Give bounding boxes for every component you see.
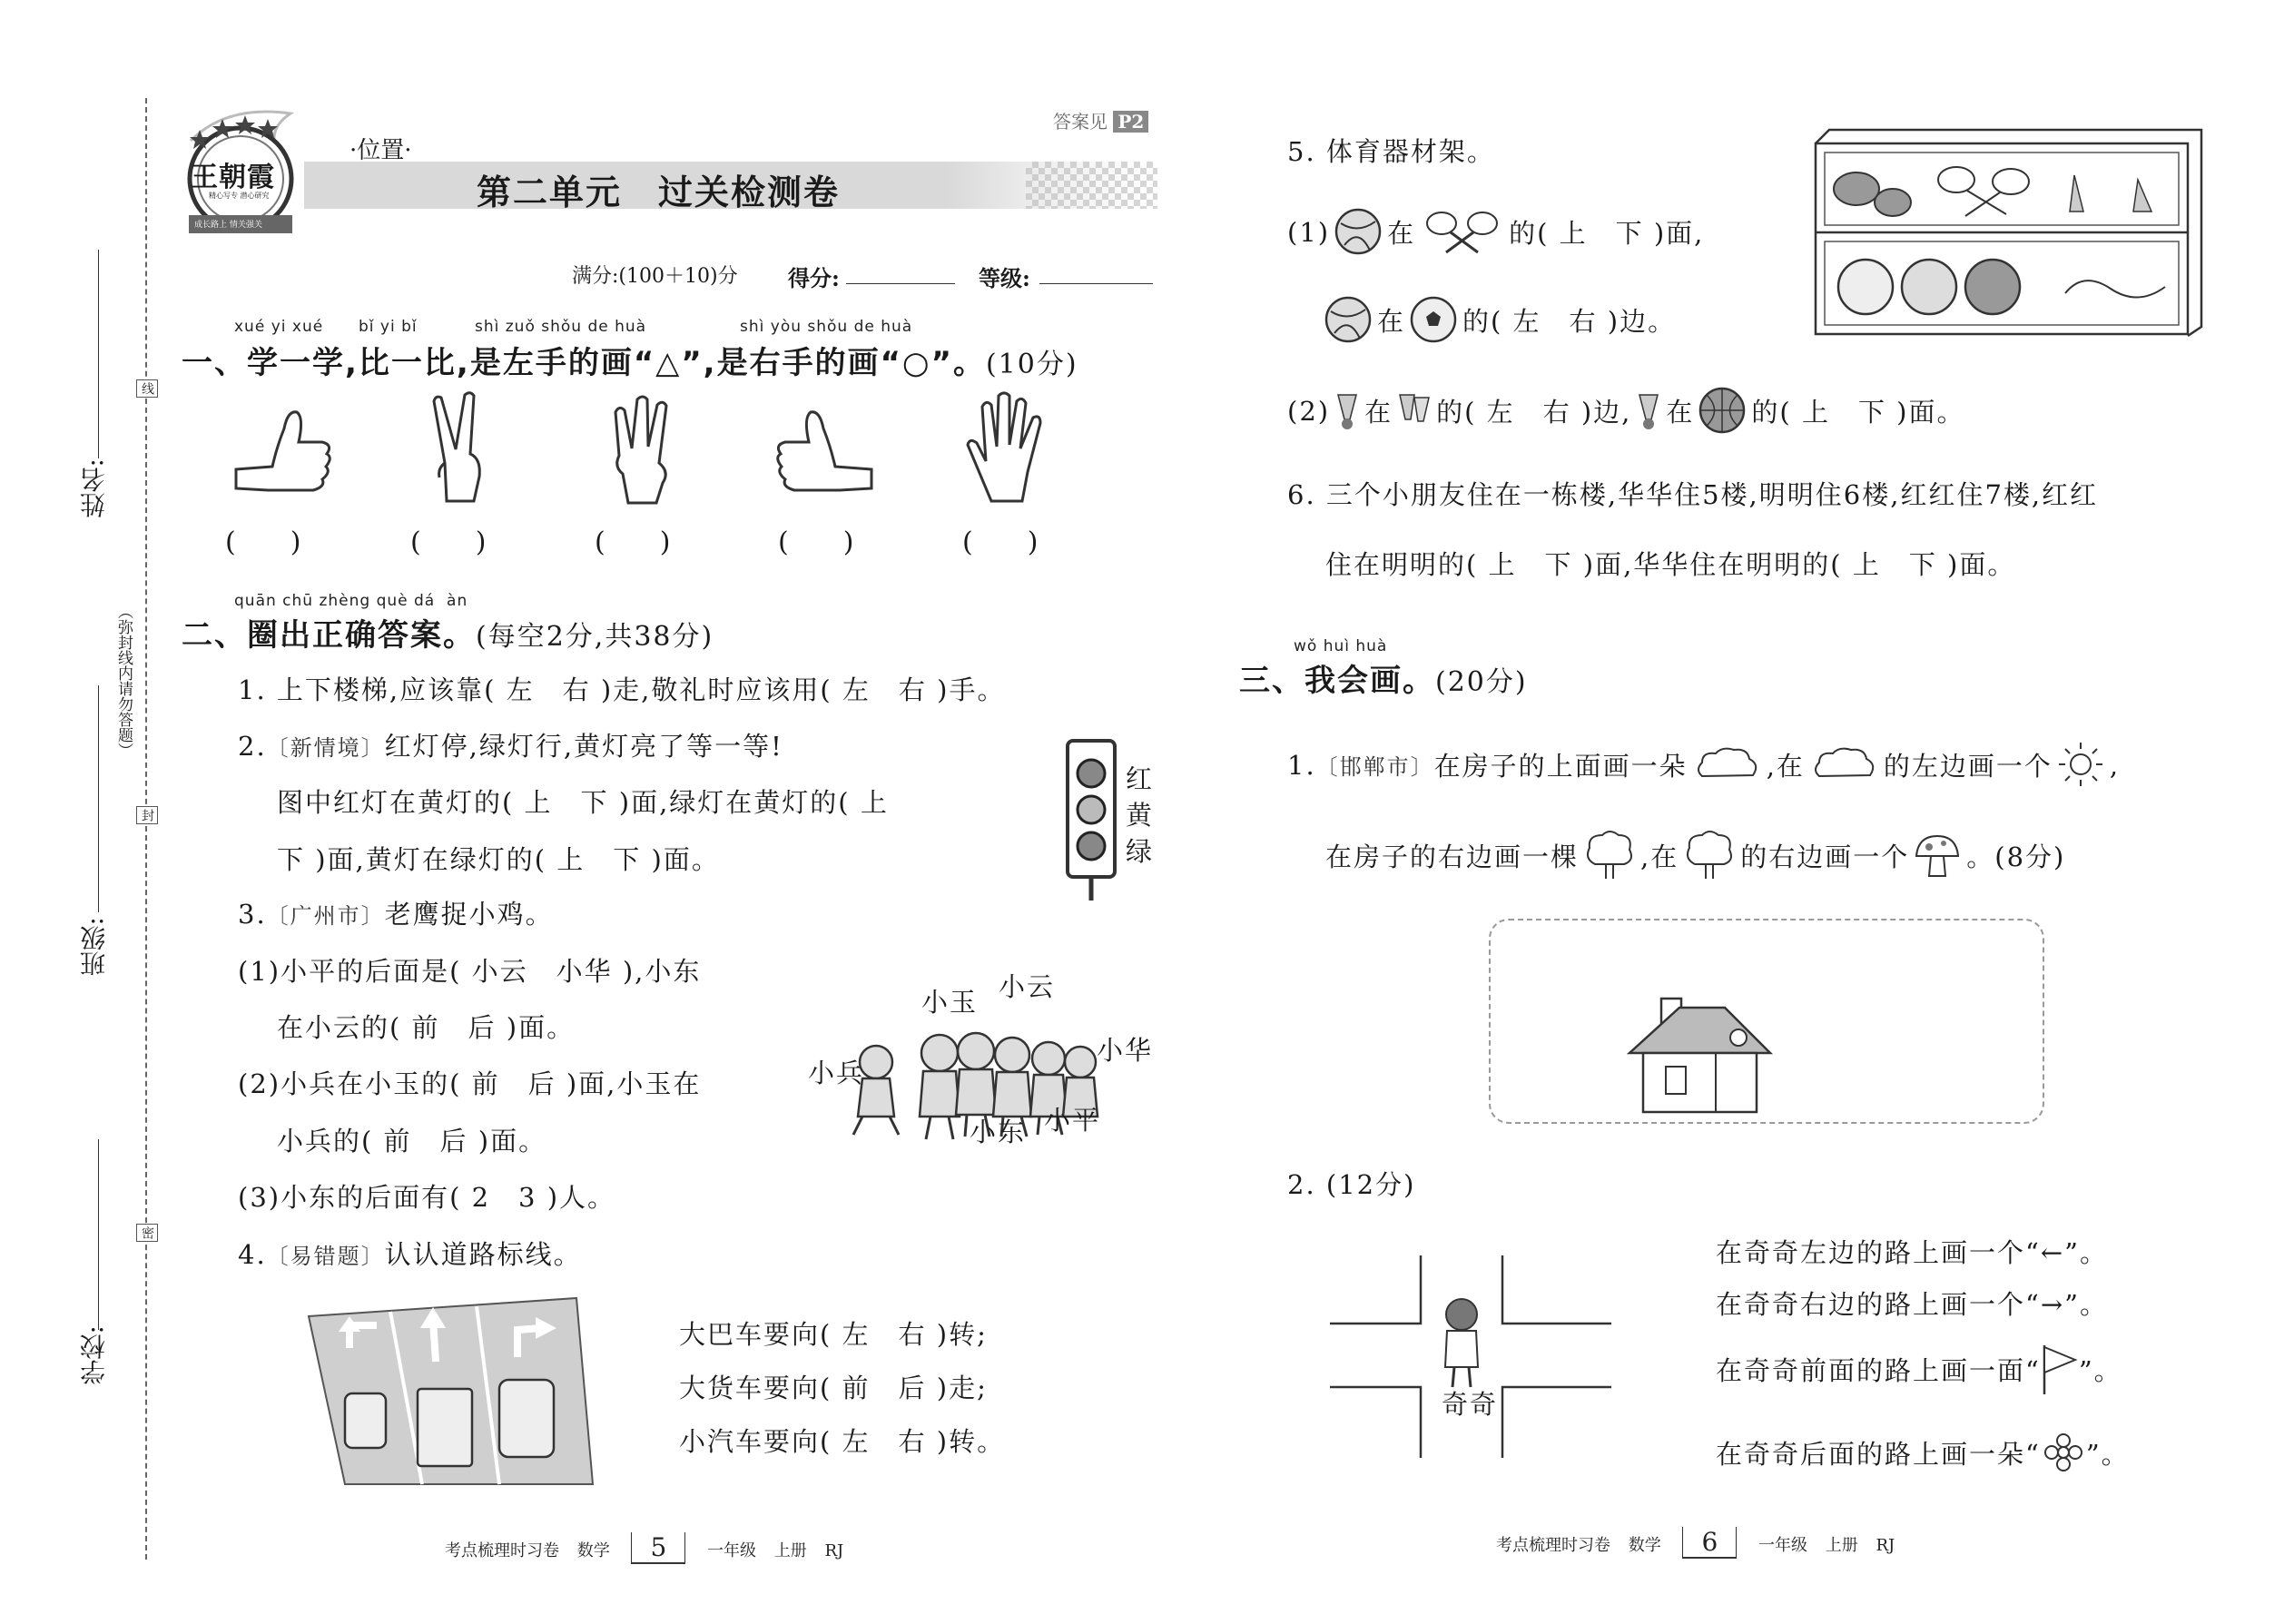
kid-xiaoyu: 小玉 [921,987,979,1018]
r-q5-1b-post: 的( 左 右 )边。 [1462,306,1677,337]
r-d1-num: 1. [1287,749,1316,781]
s2-q2-num: 2. [238,731,267,762]
r-q6b: 住在明明的( 上 下 )面,华华住在明明的( 上 下 )面。 [1325,549,2016,580]
r-q5-2-post1: 的( 左 右 )边, [1436,397,1632,428]
hand-three [606,392,679,509]
footer-left-page: 5 [631,1532,685,1564]
cloud-icon-2 [1810,744,1878,785]
r-q5-2-mid1: 在 [1364,397,1393,428]
tree-icon [1582,828,1637,882]
r-d1-l2c: 的右边画一个 [1740,841,1910,872]
r-d1-l2b: ,在 [1640,841,1679,872]
grade-field[interactable] [1039,283,1153,284]
footer-right-grade: 一年级 [1758,1536,1808,1555]
section3-points: (20分) [1435,666,1528,698]
class-label: 班级: [79,917,109,977]
r-d2-l4a: 在奇奇后面的路上画一朵“ [1716,1439,2041,1470]
kid-xiaoping: 小平 [1044,1105,1101,1136]
logo-sub2: 成长路上 情关强关 [194,221,262,230]
shuttlecocks-icon [1396,390,1433,431]
r-q5-1a-pre: (1) [1287,216,1331,248]
s2-q3-1a: (1)小平的后面是( 小云 小华 ),小东 [238,956,702,987]
house-illustration [1625,994,1779,1120]
hand-thumb-left [231,392,336,505]
name-label: 姓名: [79,458,109,518]
thumb-right-hand-icon [772,392,876,501]
r-d1-c: ,在 [1766,751,1805,782]
grade-label: 等级: [979,265,1030,291]
s2-q3-tag: 〔广州市〕 [266,903,385,929]
traffic-light [1064,737,1118,904]
thumb-left-hand-icon [231,392,336,501]
s2-q3-num: 3. [238,899,267,930]
school-underline [98,1139,99,1330]
seal-line [145,98,147,1560]
r-d1-line2 [1325,828,2065,882]
s2-q3 [238,894,554,931]
footer-left [445,1532,843,1562]
s2-q4-tag: 〔易错题〕 [266,1244,385,1269]
score-label: 得分: [788,265,840,291]
sports-rack-icon [1811,125,2206,343]
r-q5-2-pre: (2) [1287,395,1331,427]
footer-left-series: 考点梳理时习卷 [445,1541,559,1560]
r-q5: 5. 体育器材架。 [1287,136,1495,167]
footer-right-subject: 数学 [1628,1536,1661,1555]
footer-right-series: 考点梳理时习卷 [1496,1536,1610,1555]
road-markings-icon [304,1294,595,1489]
r-q5-2-mid2: 在 [1666,397,1695,428]
subject-tag: ·位置· [350,137,412,164]
s1-pinyin-4: shì yòu shǒu de huà [740,318,913,336]
seal-note: （弥封线内请勿答题） [114,604,133,758]
s2-q3-2a: (2)小兵在小玉的( 前 后 )面,小玉在 [238,1068,702,1099]
class-underline [98,685,99,912]
s2-q3-3: (3)小东的后面有( 2 3 )人。 [238,1182,616,1213]
s1-pinyin-2: bǐ yi bǐ [359,318,418,336]
section3-title [1239,655,1528,700]
kid-xiaodong: 小东 [970,1117,1027,1147]
r-q5-2-post2: 的( 上 下 )面。 [1751,397,1965,428]
section2-points: (每空2分,共38分) [476,621,714,653]
kid-xiaobing: 小兵 [808,1058,865,1088]
hand-peace [427,390,490,507]
s1-blank-1[interactable]: ( ) [225,527,301,558]
s1-blank-5[interactable]: ( ) [962,527,1039,558]
section1-title [182,338,1078,382]
r-d2-l2: 在奇奇右边的路上画一个“→”。 [1716,1289,2108,1320]
s2-q2-tag: 〔新情境〕 [266,735,385,761]
section1-title-text: 一、学一学,比一比,是左手的画“△”,是右手的画“○”。 [182,345,986,381]
seal-char-line: 线 [136,379,158,398]
s2-q2 [238,726,783,763]
r-d1-l2a: 在房子的右边画一棵 [1325,841,1580,872]
road-illustration [304,1294,595,1492]
flower-icon [2041,1432,2086,1473]
r-d2-l3b: ”。 [2078,1354,2122,1386]
light-label-red: 红 [1126,763,1155,794]
s2-q3-text: 老鹰捉小鸡。 [384,899,554,930]
crossroad-illustration [1325,1251,1616,1465]
s2-q4-l2: 大货车要向( 前 后 )走; [679,1373,988,1403]
open-hand-icon [962,390,1049,504]
r-d2-l3 [1716,1342,2122,1396]
section3-title-text: 三、我会画。 [1239,663,1435,699]
s1-blank-4[interactable]: ( ) [778,527,854,558]
s1-pinyin-3: shì zuǒ shǒu de huà [475,318,647,336]
traffic-light-icon [1064,737,1118,901]
sun-icon [2056,740,2106,790]
answer-ref [1053,107,1148,133]
crossroad-icon [1325,1251,1616,1462]
qiqi-label: 奇奇 [1442,1389,1499,1420]
r-d2-l4 [1716,1432,2130,1473]
section2-title-text: 二、圈出正确答案。 [182,617,476,654]
footer-left-edition: RJ [824,1541,844,1560]
s2-q4-l1: 大巴车要向( 左 右 )转; [679,1319,988,1350]
section1-points: (10分) [985,349,1078,380]
volleyball-icon [1334,207,1383,257]
r-d1-e: , [2109,749,2121,781]
footer-right-term: 上册 [1825,1536,1858,1555]
s2-q1: 1. 上下楼梯,应该靠( 左 右 )走,敬礼时应该用( 左 右 )手。 [238,674,1006,705]
r-q5-2 [1287,386,1965,436]
r-d1-b: 在房子的上面画一朵 [1433,751,1688,782]
s1-blank-3[interactable]: ( ) [595,527,671,558]
house-icon [1625,994,1779,1117]
seal-char-secret: 密 [136,1224,158,1242]
hand-open [962,390,1049,507]
footer-left-grade: 一年级 [707,1541,757,1560]
s2-q3-2b: 小兵的( 前 后 )面。 [277,1126,547,1156]
rackets-icon [1419,207,1505,257]
light-label-yellow: 黄 [1126,800,1155,831]
s2-q4-text: 认认道路标线。 [384,1239,582,1270]
s2-pinyin: quān chū zhèng què dá àn [234,592,468,610]
light-label-green: 绿 [1126,836,1155,867]
volleyball-icon-2 [1324,295,1373,345]
s3-pinyin: wǒ huì huà [1294,637,1388,655]
r-q6a: 6. 三个小朋友住在一栋楼,华华住5楼,明明住6楼,红红住7楼,红红 [1287,479,2099,510]
r-d1-tag: 〔邯郸市〕 [1315,754,1434,780]
name-underline [98,250,99,458]
kid-xiaoyun: 小云 [999,971,1056,1002]
footer-right-edition: RJ [1876,1536,1895,1555]
logo-text: 王朝霞 [191,162,275,193]
footer-left-subject: 数学 [576,1541,610,1560]
r-q5-1a [1287,207,1704,257]
r-d2: 2. (12分) [1287,1169,1416,1200]
s2-q3-1b: 在小云的( 前 后 )面。 [277,1012,576,1043]
r-d2-l4b: ”。 [2085,1439,2130,1470]
basketball-icon [1698,386,1748,436]
s2-q4-l3: 小汽车要向( 左 右 )转。 [679,1426,1006,1457]
peace-hand-icon [427,390,490,504]
tree-icon-2 [1682,828,1737,882]
footer-right [1496,1527,1895,1557]
r-q5-1b-mid: 在 [1377,306,1406,337]
seal-char-seal: 封 [136,806,158,824]
flag-icon [2041,1342,2079,1396]
logo-sub1: 精心写专 潜心研究 [209,192,270,200]
r-d2-l3a: 在奇奇前面的路上画一面“ [1716,1354,2041,1386]
r-d2-l1: 在奇奇左边的路上画一个“←”。 [1716,1237,2108,1268]
s2-q4-num: 4. [238,1239,267,1270]
s2-q2-text: 红灯停,绿灯行,黄灯亮了等一等! [384,731,783,762]
kid-xiaohua: 小华 [1097,1035,1154,1066]
soccer-ball-icon [1409,295,1459,345]
school-label: 学校: [79,1325,109,1385]
shuttlecock-icon-2 [1635,390,1662,431]
answer-ref-page: P2 [1113,111,1148,133]
shuttlecock-icon [1334,390,1361,431]
score-field[interactable] [846,283,955,284]
footer-left-term: 上册 [773,1541,807,1560]
s2-q2-line3: 下 )面,黄灯在绿灯的( 上 下 )面。 [277,844,720,875]
r-d1-d: 的左边画一个 [1883,751,2053,782]
s2-q4 [238,1235,582,1272]
s1-blank-2[interactable]: ( ) [410,527,487,558]
hand-thumb-right [772,392,876,505]
r-q5-1a-mid: 在 [1387,218,1416,249]
three-fingers-hand-icon [606,392,679,506]
mushroom-icon [1913,831,1963,881]
full-score: 满分:(100＋10)分 [572,265,738,288]
section2-title [182,610,714,655]
s2-q2-line2: 图中红灯在黄灯的( 上 下 )面,绿灯在黄灯的( 上 [277,787,889,818]
footer-right-page: 6 [1682,1527,1737,1559]
page-title: 第二单元 过关检测卷 [477,172,841,212]
answer-ref-label: 答案见 [1053,111,1108,133]
r-q5-1b [1324,295,1676,345]
r-d1-line1 [1287,740,2120,790]
banner-checker [1026,162,1157,209]
r-q5-1a-post: 的( 上 下 )面, [1509,218,1705,249]
sports-rack [1811,125,2206,347]
r-d1-l2d: 。(8分) [1966,841,2066,872]
s1-pinyin-1: xué yi xué [234,318,324,336]
cloud-icon [1693,744,1761,785]
